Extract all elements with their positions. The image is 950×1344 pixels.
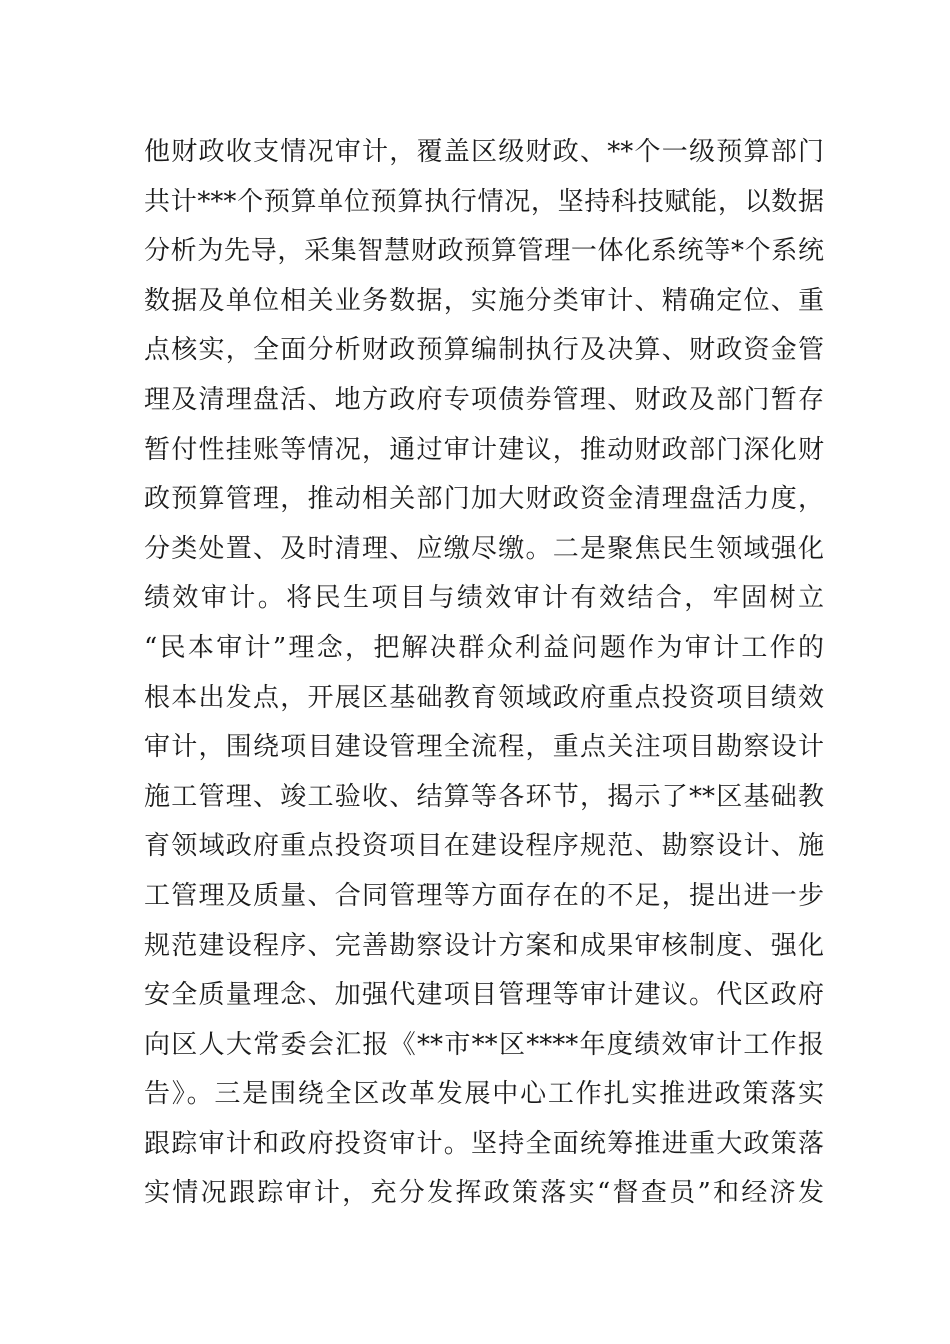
text-line-6: 理及清理盘活、地方政府专项债券管理、财政及部门暂存 xyxy=(144,384,824,415)
text-line-4: 数据及单位相关业务数据，实施分类审计、精确定位、重 xyxy=(144,285,824,316)
body-paragraph xyxy=(144,128,824,1219)
text-line-22: 实情况跟踪审计，充分发挥政策落实“督查员”和经济发 xyxy=(144,1178,824,1209)
text-line-7: 暂付性挂账等情况，通过审计建议，推动财政部门深化财 xyxy=(144,434,824,465)
text-line-3: 分析为先导，采集智慧财政预算管理一体化系统等*个系统 xyxy=(144,236,824,267)
text-line-2: 共计***个预算单位预算执行情况，坚持科技赋能，以数据 xyxy=(144,186,824,217)
text-line-5: 点核实，全面分析财政预算编制执行及决算、财政资金管 xyxy=(144,335,824,366)
text-line-8: 政预算管理，推动相关部门加大财政资金清理盘活力度， xyxy=(144,484,824,515)
text-line-20: 告》。三是围绕全区改革发展中心工作扎实推进政策落实 xyxy=(144,1079,824,1110)
text-line-19: 向区人大常委会汇报《**市**区****年度绩效审计工作报 xyxy=(144,1029,824,1060)
text-line-12: 根本出发点，开展区基础教育领域政府重点投资项目绩效 xyxy=(144,682,824,713)
text-line-17: 规范建设程序、完善勘察设计方案和成果审核制度、强化 xyxy=(144,930,824,961)
text-line-16: 工管理及质量、合同管理等方面存在的不足，提出进一步 xyxy=(144,880,824,911)
text-line-9: 分类处置、及时清理、应缴尽缴。二是聚焦民生领域强化 xyxy=(144,533,824,564)
text-line-10: 绩效审计。将民生项目与绩效审计有效结合，牢固树立 xyxy=(144,583,824,614)
text-line-18: 安全质量理念、加强代建项目管理等审计建议。代区政府 xyxy=(144,980,824,1011)
text-line-13: 审计，围绕项目建设管理全流程，重点关注项目勘察设计 xyxy=(144,732,824,763)
text-line-14: 施工管理、竣工验收、结算等各环节，揭示了**区基础教 xyxy=(144,781,824,812)
text-line-11: “民本审计”理念，把解决群众利益问题作为审计工作的 xyxy=(144,632,824,663)
text-line-15: 育领域政府重点投资项目在建设程序规范、勘察设计、施 xyxy=(144,831,824,862)
text-line-21: 跟踪审计和政府投资审计。坚持全面统筹推进重大政策落 xyxy=(144,1128,824,1159)
text-line-1: 他财政收支情况审计，覆盖区级财政、**个一级预算部门 xyxy=(144,137,824,167)
